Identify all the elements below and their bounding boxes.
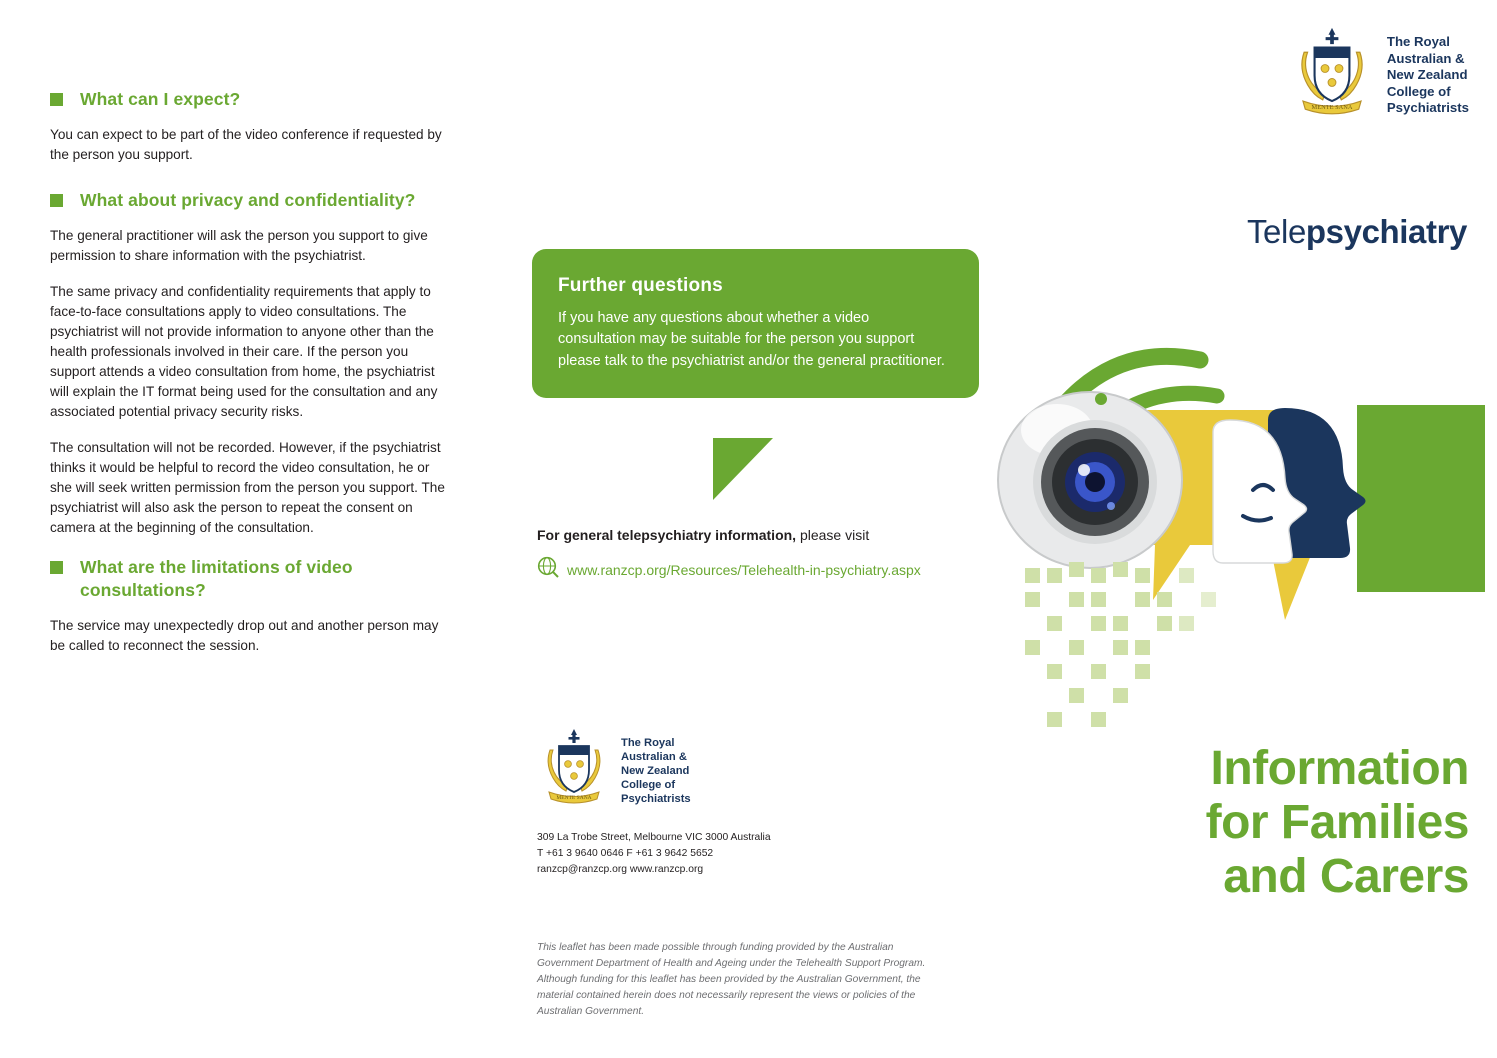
funding-disclaimer: This leaflet has been made possible through funding provided by the Australian Government Department of Health and Ageing under the Telehealth Support Program. Although funding for this leaflet has been provided by the Australian Government, the material contained herein does not necessarily represent the views or policies of the Australian Government. <box>537 942 926 1018</box>
heading-text: What are the limitations of video consultations? <box>80 556 353 600</box>
square-bullet-icon <box>50 561 63 574</box>
general-info-line <box>537 527 997 543</box>
address-line-1: 309 La Trobe Street, Melbourne VIC 3000 Australia <box>537 832 771 843</box>
heading-text: What can I expect? <box>80 89 241 109</box>
logo-wordmark <box>621 726 691 807</box>
logo-line-4: College of <box>621 779 676 792</box>
paragraph: The consultation will not be recorded. However, if the psychiatrist thinks it would be helpful to record the video consultation, he or she will seek written permission from the person you support. The psychiatrist will also ask the person to repeat the consent on camera at the beginning of the consultation. <box>50 439 445 535</box>
paragraph: The general practitioner will ask the person you support to give permission to share information with the psychiatrist. <box>50 228 428 264</box>
address-line-2: T +61 3 9640 0646 F +61 3 9642 5652 <box>537 847 714 859</box>
logo-line-2: Australian & <box>1386 50 1465 66</box>
website-link[interactable]: www.ranzcp.org/Resources/Telehealth-in-psychiatry.aspx <box>567 561 921 578</box>
paragraph: You can expect to be part of the video conference if requested by the person you support. <box>50 127 442 163</box>
webcam-and-heads-illustration <box>985 300 1485 730</box>
svg-text:MENTE SANA: MENTE SANA <box>556 795 592 801</box>
logo-line-4: College of <box>1386 83 1451 99</box>
callout-text: If you have any questions about whether a video consultation may be suitable for the person you support please talk to the psychiatrist and/or the general practitioner. <box>558 310 945 369</box>
pixel-mosaic <box>1025 562 1216 727</box>
header-ranzcp-logo <box>1289 24 1469 120</box>
ranzcp-crest-icon <box>1289 24 1375 120</box>
logo-line-1: The Royal <box>1386 34 1450 49</box>
footer-ranzcp-logo <box>537 726 691 808</box>
section-heading <box>50 556 450 602</box>
section-heading <box>50 189 450 212</box>
logo-line-3: New Zealand <box>621 765 690 778</box>
logo-line-1: The Royal <box>621 737 675 749</box>
callout-title: Further questions <box>558 275 723 296</box>
further-questions-callout <box>532 249 979 398</box>
paragraph: The service may unexpectedly drop out and another person may be called to reconnect the session. <box>50 617 439 653</box>
page-title <box>1206 742 1469 903</box>
profile-head-green <box>1357 405 1485 592</box>
logo-line-5: Psychiatrists <box>621 793 691 806</box>
brand-light: Tele <box>1246 213 1306 250</box>
square-bullet-icon <box>50 93 63 106</box>
address-block <box>537 830 771 878</box>
info-rest: please visit <box>796 527 870 543</box>
square-bullet-icon <box>50 194 63 207</box>
logo-line-5: Psychiatrists <box>1386 100 1469 115</box>
left-column <box>50 88 450 656</box>
section-what-can-i-expect <box>50 88 450 165</box>
logo-wordmark <box>1387 24 1469 117</box>
ranzcp-crest-icon <box>537 726 611 808</box>
heading-text: What about privacy and confidentiality? <box>80 190 416 211</box>
title-line-1: Information <box>1210 742 1469 795</box>
spacer <box>50 538 450 556</box>
info-lead: For general telepsychiatry information, <box>537 527 797 543</box>
section-heading <box>50 88 450 111</box>
svg-text:MENTE SANA: MENTE SANA <box>1311 104 1353 112</box>
logo-line-3: New Zealand <box>1386 67 1468 82</box>
title-line-3: and Carers <box>1223 849 1469 903</box>
paragraph: The same privacy and confidentiality requirements that apply to face-to-face consultations apply to video consultations. The psychiatrist will not provide information to anyone other than the health professionals involved in their care. If the person you support attends a video consultation from home, the psychiatrist will explain the IT format being used for the consultation and any associated potential privacy security risks. <box>50 284 438 419</box>
webcam-icon <box>998 392 1182 568</box>
brand-bold: psychiatry <box>1305 213 1467 250</box>
title-line-2: for Families <box>1205 795 1469 849</box>
section-privacy-confidentiality <box>50 189 450 538</box>
spacer <box>50 165 450 189</box>
logo-line-2: Australian & <box>621 751 687 764</box>
website-link-row[interactable] <box>537 556 921 583</box>
section-limitations <box>50 556 450 656</box>
globe-icon <box>537 556 559 583</box>
address-line-3: ranzcp@ranzcp.org www.ranzcp.org <box>537 863 704 875</box>
callout-tail <box>713 438 773 500</box>
brand-wordmark <box>1247 213 1467 251</box>
